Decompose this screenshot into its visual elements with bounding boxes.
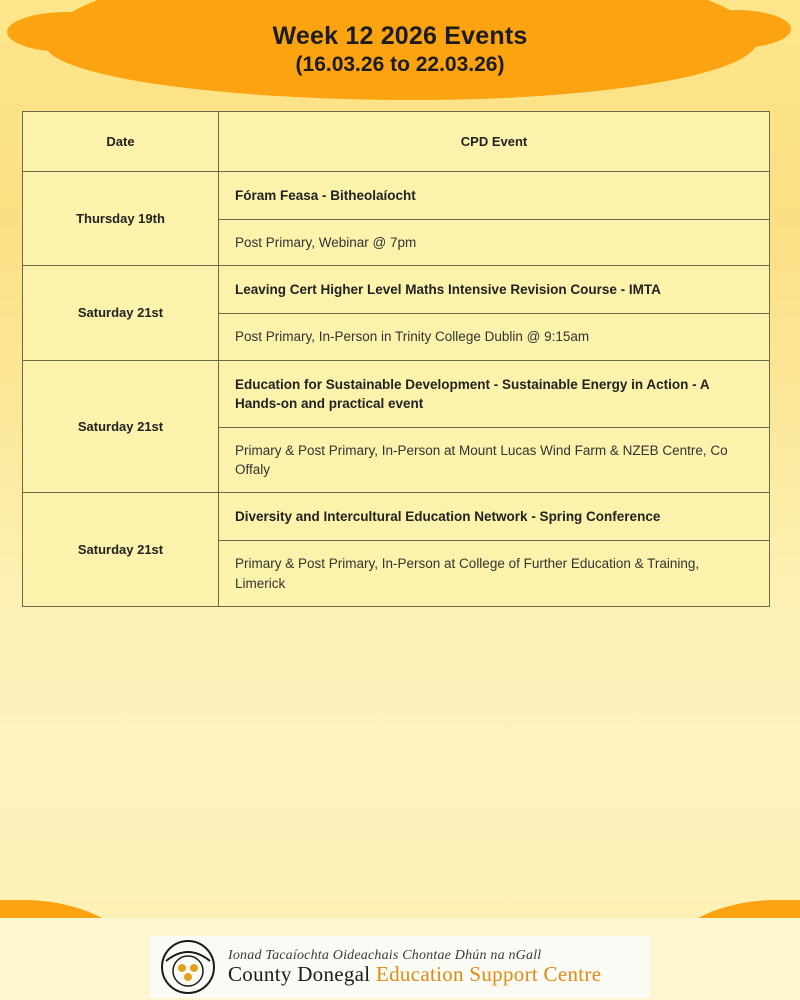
footer-logo-name-orange: Education Support Centre — [376, 962, 602, 987]
row-event-detail: Post Primary, In-Person in Trinity College Dublin @ 9:15am — [219, 314, 770, 360]
events-table — [22, 111, 770, 607]
row-date: Saturday 21st — [23, 266, 219, 360]
table-row — [23, 360, 770, 427]
row-event-title: Education for Sustainable Development - Sustainable Energy in Action - A Hands-on and practical event — [219, 360, 770, 427]
page-title — [0, 22, 800, 77]
title-main: Week 12 2026 Events — [272, 22, 528, 50]
title-subtitle: (16.03.26 to 22.03.26) — [295, 52, 505, 76]
row-date: Saturday 21st — [23, 360, 219, 493]
table-row — [23, 493, 770, 541]
donegal-crest-icon — [158, 937, 218, 997]
footer-logo-text — [218, 948, 601, 986]
table-header-row — [23, 112, 770, 172]
row-event-detail: Post Primary, Webinar @ 7pm — [219, 220, 770, 266]
table-row — [23, 172, 770, 220]
row-date: Thursday 19th — [23, 172, 219, 266]
row-event-detail: Primary & Post Primary, In-Person at Mount Lucas Wind Farm & NZEB Centre, Co Offaly — [219, 427, 770, 492]
row-date: Saturday 21st — [23, 493, 219, 606]
row-event-title: Diversity and Intercultural Education Network - Spring Conference — [219, 493, 770, 541]
footer-logo-name-dark: County Donegal — [228, 962, 371, 987]
footer-logo — [150, 936, 650, 998]
column-header-cpd-event: CPD Event — [219, 112, 770, 172]
footer-logo-name — [228, 963, 601, 986]
column-header-date: Date — [23, 112, 219, 172]
row-event-title: Fóram Feasa - Bitheolaíocht — [219, 172, 770, 220]
row-event-title: Leaving Cert Higher Level Maths Intensive Revision Course - IMTA — [219, 266, 770, 314]
footer-logo-irish: Ionad Tacaíochta Oideachais Chontae Dhún na nGall — [228, 947, 542, 963]
table-row — [23, 266, 770, 314]
row-event-detail: Primary & Post Primary, In-Person at College of Further Education & Training, Limerick — [219, 541, 770, 606]
